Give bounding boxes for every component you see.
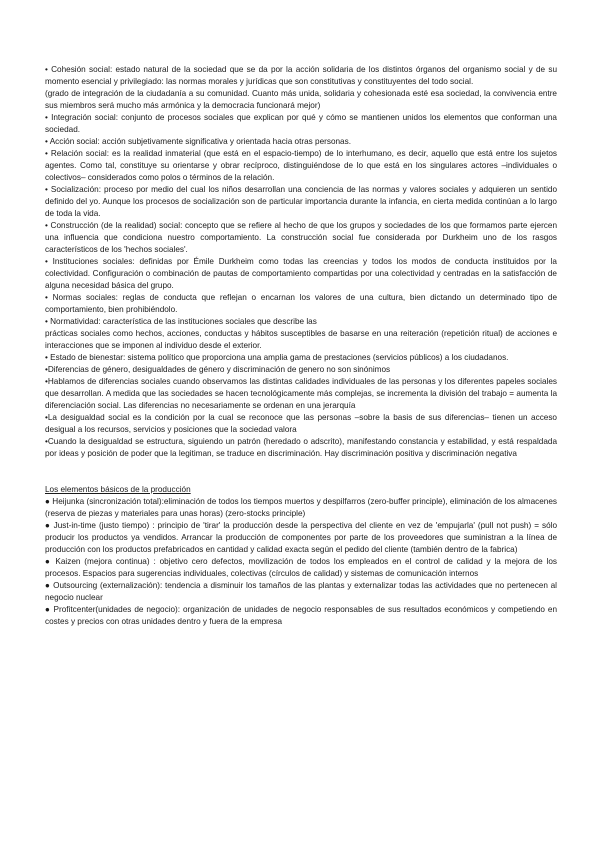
def-diferencias-genero: •Diferencias de género, desigualdades de género y discriminación de genero no son sinónimos xyxy=(45,365,391,374)
def-relacion-social: • Relación social: es la realidad inmaterial (que está en el espacio-tiempo) de lo interhumano, es decir, aquello que está entre los sujetos agentes. Como tal, constituye su orientarse y obrar recíproco, distinguiéndose de lo que está en los singulares actores –individuales o colectivos– considerados como polos o términos de la relación. xyxy=(45,149,557,182)
document-page xyxy=(45,64,557,628)
def-construccion-social: • Construcción (de la realidad) social: concepto que se refiere al hecho de que los grupos y sociedades de los que formamos parte ejercen una influencia que condiciona nuestro comportamiento. La construcción social fue considerada por Durkheim uno de los rasgos característicos de los 'hechos sociales'. xyxy=(45,221,557,254)
def-integracion-social: • Integración social: conjunto de procesos sociales que explican por qué y cómo se mantienen unidos los elementos que conforman una sociedad. xyxy=(45,113,557,134)
production-item-outsourcing: ● Outsourcing (externalización): tendencia a disminuir los tamaños de las plantas y externalizar todas las actividades que no pertenecen al negocio nuclear xyxy=(45,581,557,602)
def-normas-sociales: • Normas sociales: reglas de conducta que reflejan o encarnan los valores de una cultura, bien dictando un determinado tipo de comportamiento, bien prohibiéndolo. xyxy=(45,293,557,314)
def-normatividad: • Normatividad: característica de las instituciones sociales que describe las xyxy=(45,317,317,326)
def-instituciones-sociales: • Instituciones sociales: definidas por Émile Durkheim como todas las creencias y todos los modos de conducta instituidos por la colectividad. Configuración o combinación de pautas de comportamiento compartidas por una colectividad y centradas en la satisfacción de alguna necesidad básica del grupo. xyxy=(45,257,557,290)
def-normatividad-cont: prácticas sociales como hechos, acciones, conductas y hábitos susceptibles de basarse en una reiteración (repetición ritual) de acciones e interacciones que se imponen al individuo desde el exterior. xyxy=(45,329,557,350)
section-spacer xyxy=(45,460,557,472)
def-cohesion-social: • Cohesión social: estado natural de la sociedad que se da por la acción solidaria de los distintos órganos del organismo social y de su momento esencial y privilegiado: las normas morales y jurídicas que son constitutivas y constituyentes del todo social. xyxy=(45,65,557,86)
production-heading: Los elementos básicos de la producción xyxy=(45,485,191,494)
production-item-profitcenter: ● Profitcenter(unidades de negocio): organización de unidades de negocio responsables de sus resultados económicos y competiendo en costes y precios con otras unidades dentro y fuera de la empresa xyxy=(45,605,557,626)
def-estado-bienestar: • Estado de bienestar: sistema político que proporciona una amplia gama de prestaciones (servicios públicos) a los ciudadanos. xyxy=(45,353,509,362)
def-socializacion: • Socialización: proceso por medio del cual los niños desarrollan una conciencia de las normas y valores sociales y adquieren un sentido definido del yo. Aunque los procesos de socialización son de particular importancia durante la infancia, en cierta medida continúan a lo largo de toda la vida. xyxy=(45,185,557,218)
def-accion-social: • Acción social: acción subjetivamente significativa y orientada hacia otras personas. xyxy=(45,137,351,146)
def-cohesion-note: (grado de integración de la ciudadanía a su comunidad. Cuanto más unida, solidaria y cohesionada esté esa sociedad, la convivencia entre sus miembros será mucho más armónica y la democracia funcionará mejor) xyxy=(45,89,557,110)
def-discriminacion: •Cuando la desigualdad se estructura, siguiendo un patrón (heredado o adscrito), manifestando constancia y estabilidad, y está respaldada por ideas y posición de poder que la legitiman, se traduce en discriminación. Hay discriminación positiva y discriminación negativa xyxy=(45,437,557,458)
def-desigualdad-social: •La desigualdad social es la condición por la cual se reconoce que las personas –sobre la basis de sus diferencias– tienen un acceso desigual a los recursos, servicios y posiciones que la sociedad valora xyxy=(45,413,557,434)
def-diferencias-sociales: •Hablamos de diferencias sociales cuando observamos las distintas calidades individuales de las personas y los diferentes papeles sociales que desarrollan. A medida que las sociedades se hacen tecnológicamente más complejas, se incrementa la división del trabajo = aumenta la diferenciación social. Las diferencias no necesariamente se ordenan en una jerarquía xyxy=(45,377,557,410)
production-item-just-in-time: ● Just-in-time (justo tiempo) : principio de 'tirar' la producción desde la perspectiva del cliente en vez de 'empujarla' (pull not push) = sólo producir los productos ya vendidos. Arrancar la producción de componentes por parte de los proveedores que suministran a la línea de producción con los productos prefabricados en cantidad y calidad exacta según el pedido del cliente (también dentro de la fabrica) xyxy=(45,521,557,554)
production-item-kaizen: ● Kaizen (mejora continua) : objetivo cero defectos, movilización de todos los empleados en el control de calidad y la mejora de los procesos. Espacios para sugerencias individuales, colectivas (círculos de calidad) y sistemas de comunicación internos xyxy=(45,557,557,578)
production-item-heijunka: ● Heijunka (sincronización total):eliminación de todos los tiempos muertos y despilfarros (zero-buffer principle), eliminación de los almacenes (reserva de piezas y materiales para unas horas) (zero-stocks principle) xyxy=(45,497,557,518)
